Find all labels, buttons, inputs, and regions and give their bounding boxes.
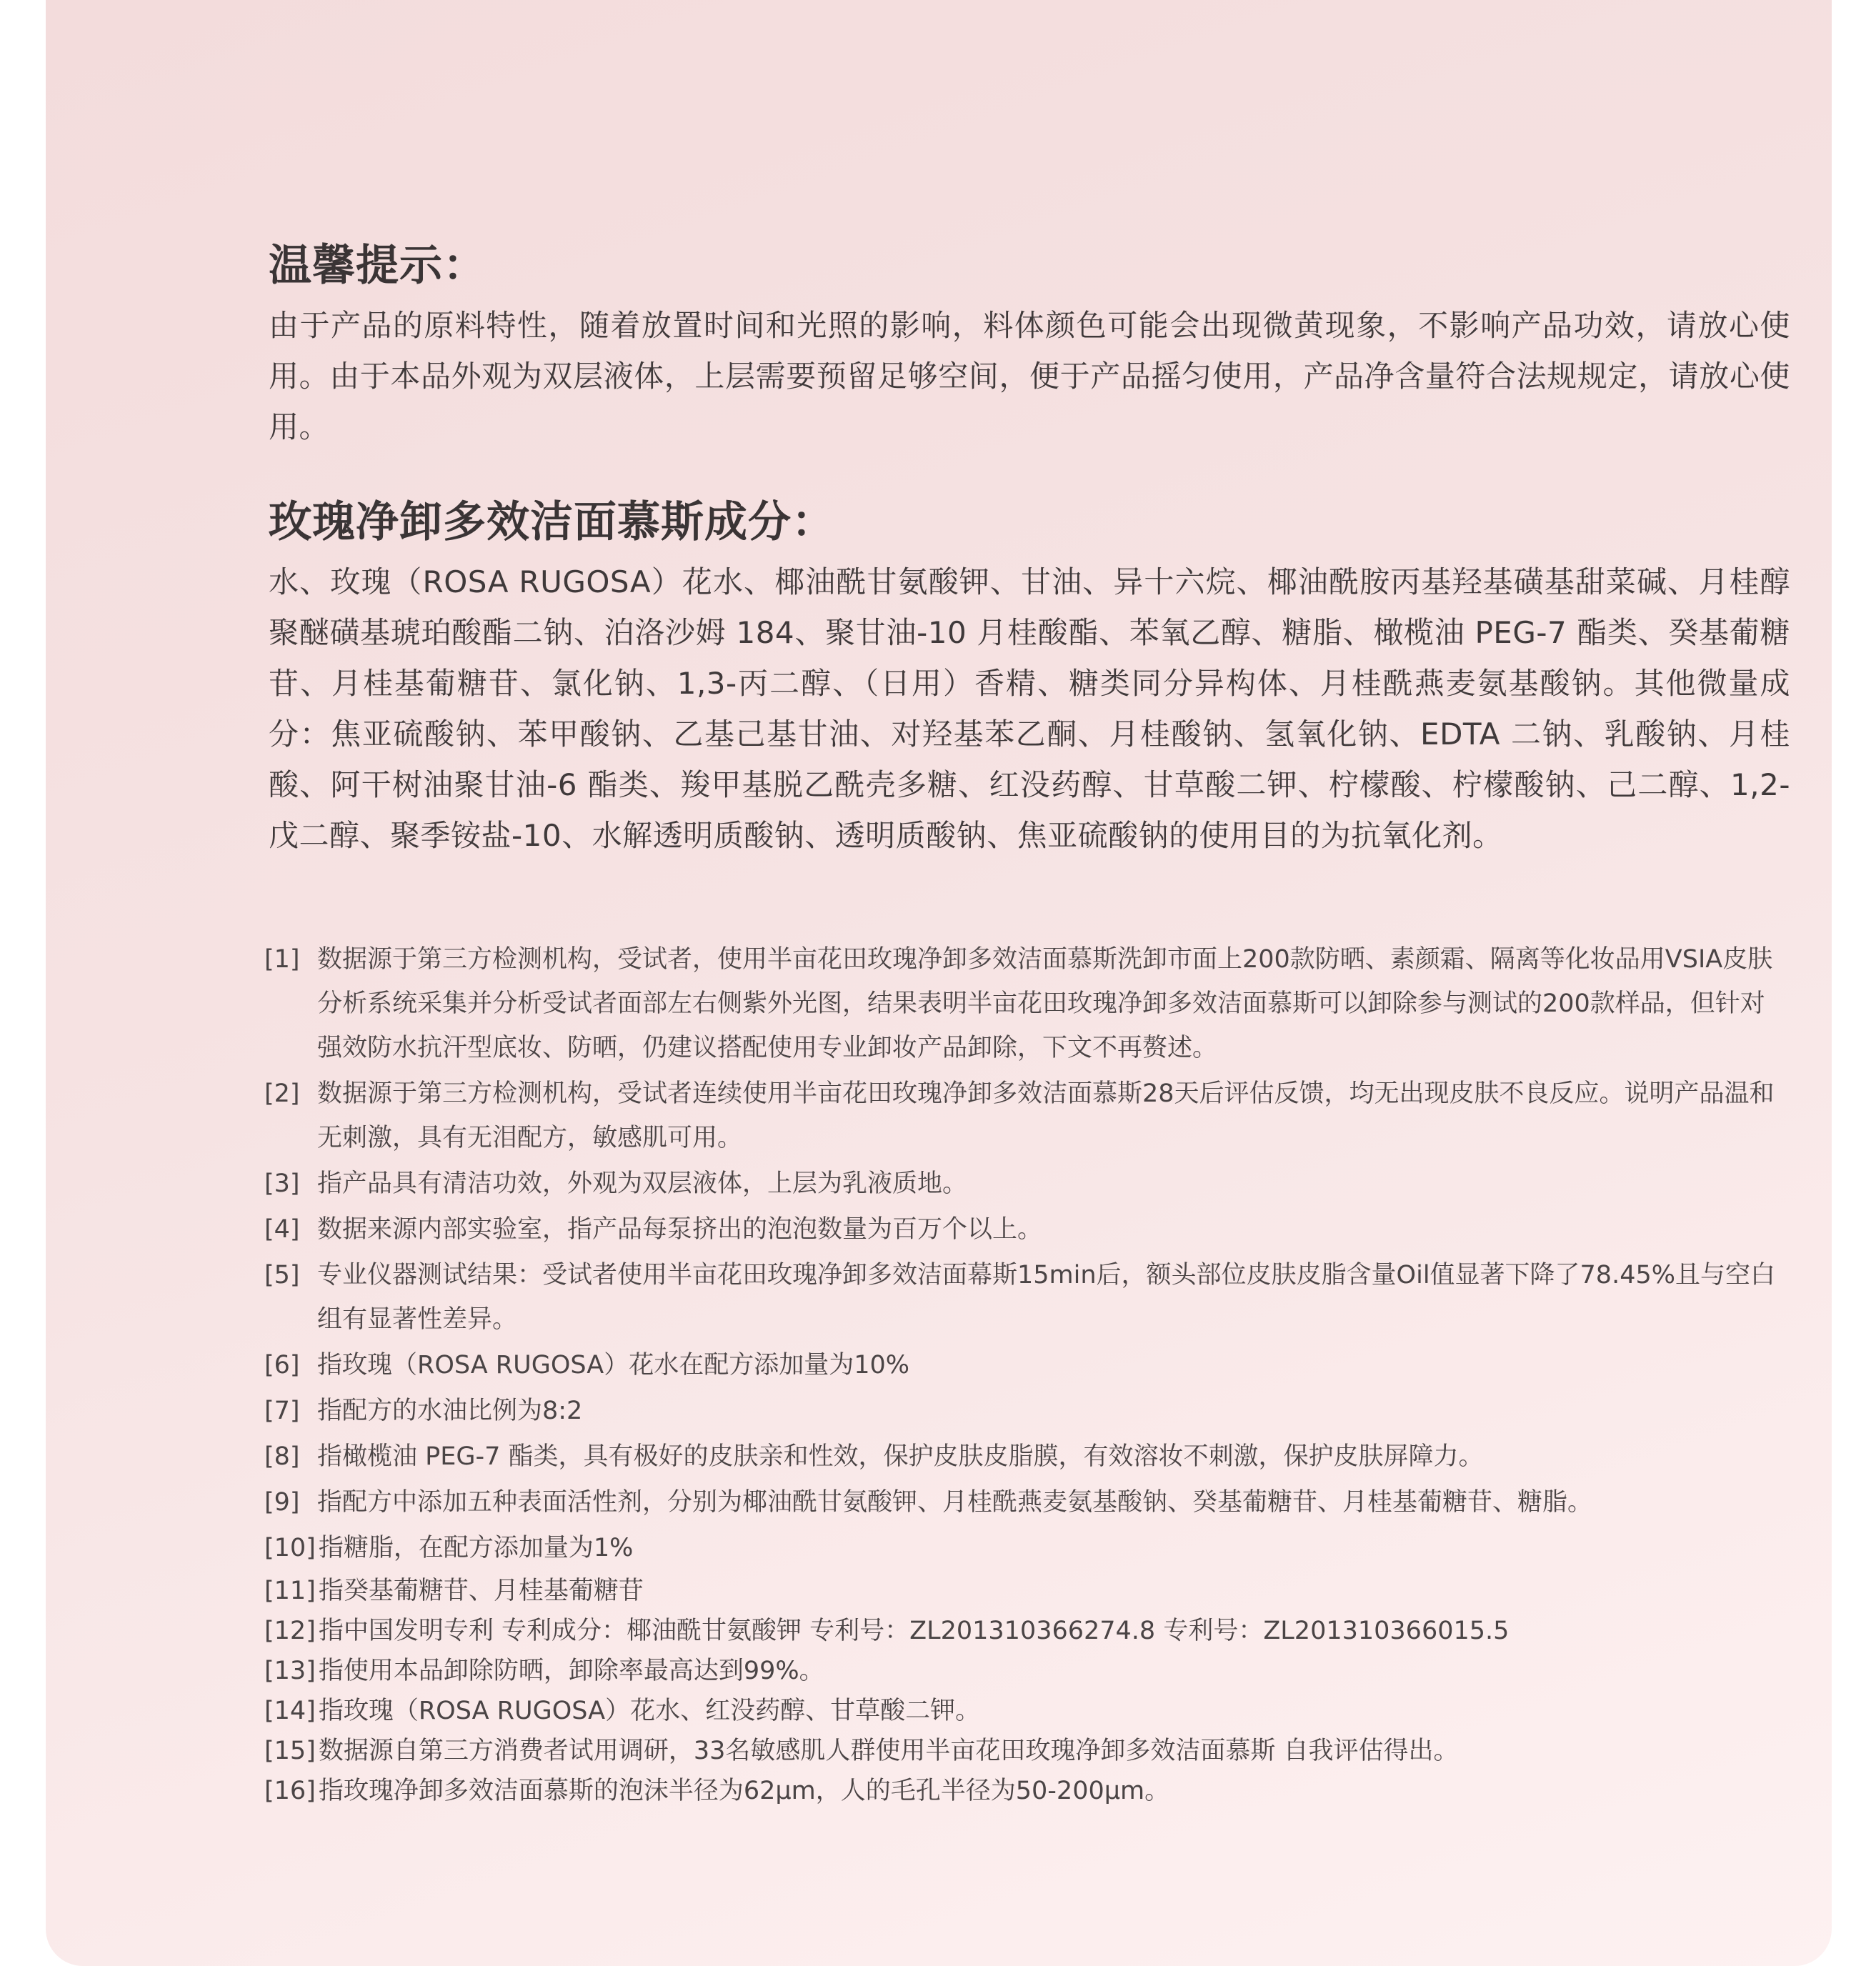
footnote-item [264,1389,1786,1433]
footnote-number: [10] [264,1534,316,1562]
ingredients-body: 水、玫瑰（ROSA RUGOSA）花水、椰油酰甘氨酸钾、甘油、异十六烷、椰油酰胺丙基羟基磺基甜菜碱、月桂醇聚醚磺基琥珀酸酯二钠、泊洛沙姆 184、聚甘油-10 月桂酸酯、苯氧乙醇、糖脂、橄榄油 PEG-7 酯类、癸基葡糖苷、月桂基葡糖苷、氯化钠、1,3-丙二醇、（日用）香精、糖类同分异构体、月桂酰燕麦氨基酸钠。其他微量成分：焦亚硫酸钠、苯甲酸钠、乙基己基甘油、对羟基苯乙酮、月桂酸钠、氢氧化钠、EDTA 二钠、乳酸钠、月桂酸、阿干树油聚甘油-6 酯类、羧甲基脱乙酰壳多糖、红没药醇、甘草酸二钾、柠檬酸、柠檬酸钠、己二醇、1,2-戊二醇、聚季铵盐-10、水解透明质酸钠、透明质酸钠、焦亚硫酸钠的使用目的为抗氧化剂。 [269,564,1790,853]
footnote-text: 专业仪器测试结果：受试者使用半亩花田玫瑰净卸多效洁面幕斯15min后，额头部位皮肤皮脂含量Oil值显著下降了78.45%且与空白组有显著性差异。 [317,1261,1775,1334]
footnote-item [264,1572,1786,1610]
footnote-number: [12] [264,1617,316,1645]
footnote-text: 指配方的水油比例为8:2 [317,1397,583,1425]
footnote-item [264,937,1786,1070]
footnote-number: [7] [264,1397,300,1425]
footnote-item [264,1772,1786,1810]
footnote-number: [15] [264,1737,316,1765]
footnote-item [264,1434,1786,1479]
footnote-text: 指玫瑰（ROSA RUGOSA）花水、红没药醇、甘草酸二钾。 [318,1697,981,1725]
footnote-number: [3] [264,1169,300,1198]
tip-body: 由于产品的原料特性，随着放置时间和光照的影响，料体颜色可能会出现微黄现象，不影响产品功效，请放心使用。由于本品外观为双层液体，上层需要预留足够空间，便于产品摇匀使用，产品净含量符合法规规定，请放心使用。 [269,308,1790,444]
footnote-text: 指玫瑰净卸多效洁面慕斯的泡沫半径为62μm，人的毛孔半径为50-200μm。 [318,1777,1170,1805]
footnote-number: [13] [264,1657,316,1685]
footnote-text: 指配方中添加五种表面活性剂，分别为椰油酰甘氨酸钾、月桂酰燕麦氨基酸钠、癸基葡糖苷、月桂基葡糖苷、糖脂。 [317,1488,1593,1517]
ingredients-heading: 玫瑰净卸多效洁面慕斯成分： [269,497,835,547]
footnote-item [264,1652,1786,1690]
footnote-item [264,1732,1786,1770]
footnote-number: [16] [264,1777,316,1805]
footnote-number: [9] [264,1488,300,1517]
footnote-item [264,1612,1786,1650]
footnote-text: 指中国发明专利 专利成分：椰油酰甘氨酸钾 专利号：ZL201310366274.8 专利号：ZL201310366015.5 [318,1617,1510,1645]
footnote-item [264,1253,1786,1342]
footnotes-list [264,937,1786,1812]
footnote-number: [11] [264,1577,316,1605]
footnote-text: 指糖脂，在配方添加量为1% [318,1534,634,1562]
footnote-item [264,1526,1786,1570]
footnote-item [264,1692,1786,1730]
footnote-text: 数据源于第三方检测机构，受试者连续使用半亩花田玫瑰净卸多效洁面慕斯28天后评估反馈，均无出现皮肤不良反应。说明产品温和无刺激，具有无泪配方，敏感肌可用。 [317,1079,1775,1152]
footnote-text: 数据源自第三方消费者试用调研，33名敏感肌人群使用半亩花田玫瑰净卸多效洁面慕斯 自我评估得出。 [318,1737,1459,1765]
footnote-item [264,1343,1786,1387]
content-card [46,0,1832,1966]
footnote-number: [8] [264,1442,300,1471]
footnote-text: 指癸基葡糖苷、月桂基葡糖苷 [318,1577,644,1605]
footnote-number: [6] [264,1351,300,1379]
footnote-item [264,1480,1786,1525]
footnote-number: [1] [264,945,300,974]
footnote-text: 数据来源内部实验室，指产品每泵挤出的泡泡数量为百万个以上。 [317,1215,1043,1244]
footnote-text: 指橄榄油 PEG-7 酯类，具有极好的皮肤亲和性效，保护皮肤皮脂膜，有效溶妆不刺激，保护皮肤屏障力。 [317,1442,1484,1471]
footnote-text: 指玫瑰（ROSA RUGOSA）花水在配方添加量为10% [317,1351,910,1379]
footnote-number: [14] [264,1697,316,1725]
footnote-number: [5] [264,1261,300,1289]
footnote-text: 指产品具有清洁功效，外观为双层液体，上层为乳液质地。 [317,1169,968,1198]
footnote-item [264,1207,1786,1252]
footnote-item [264,1162,1786,1206]
footnote-number: [4] [264,1215,300,1244]
footnote-item [264,1072,1786,1160]
main-content [269,236,1790,861]
footnote-text: 数据源于第三方检测机构，受试者，使用半亩花田玫瑰净卸多效洁面慕斯洗卸市面上200款防晒、素颜霜、隔离等化妆品用VSIA皮肤分析系统采集并分析受试者面部左右侧紫外光图，结果表明半亩花田玫瑰净卸多效洁面慕斯可以卸除参与测试的200款样品，但针对强效防水抗汗型底妆、防晒，仍建议搭配使用专业卸妆产品卸除，下文不再赘述。 [317,945,1773,1062]
footnote-text: 指使用本品卸除防晒，卸除率最高达到99%。 [318,1657,824,1685]
footnote-number: [2] [264,1079,300,1108]
tip-heading: 温馨提示： [269,241,487,291]
section-spacer [269,452,1790,492]
